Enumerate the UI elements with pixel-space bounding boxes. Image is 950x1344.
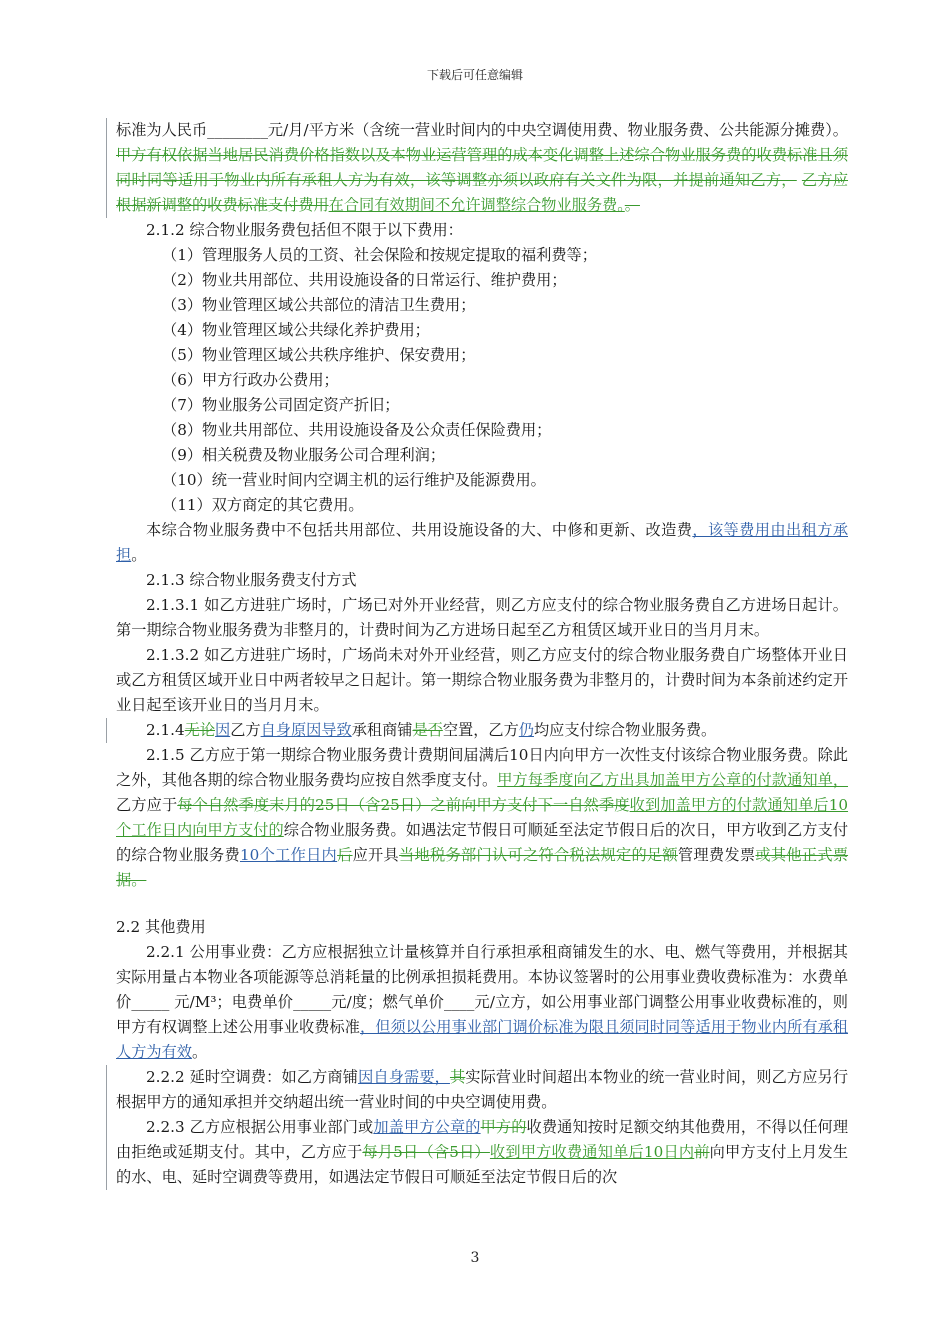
fee-item-list [116, 243, 848, 518]
list-item: （3）物业管理区域公共部位的清洁卫生费用； [162, 296, 476, 314]
section-2-1-2: 2.1.2 综合物业服务费包括但不限于以下费用： [146, 221, 463, 239]
deleted-text: 甲方的 [480, 1118, 527, 1136]
text-run: 应开具 [352, 846, 400, 864]
text-run: 乙方应于 [116, 796, 178, 814]
paragraph-exclusions [116, 518, 848, 568]
text-run: 。 [131, 546, 147, 564]
deleted-text: 甲方有权依据当地居民消费价格指数以及本物业运营管理的成本变化调整上述综合物业服务费的收费标准且须同时同等适用于物业内所有承租人方为有效，该等调整亦须以政府有关文件为限，并提前通知乙方， [116, 146, 848, 189]
inserted-text: 甲方每季度向乙方出具加盖甲方公章的付款通知单， [497, 771, 849, 789]
deleted-text: 其 [449, 1068, 466, 1086]
inserted-text: 因 [215, 721, 231, 739]
text-run: 乙方 [230, 721, 261, 739]
inserted-text: 自身原因导致 [260, 721, 352, 739]
deleted-text: 前 [694, 1143, 710, 1161]
section-2-1-3-1: 2.1.3.1 如乙方进驻广场时，广场已对外开业经营，则乙方应支付的综合物业服务费自乙方进场日起计。第一期综合物业服务费为非整月的，计费时间为乙方进场日起至乙方租赁区域开业日的当月月末。 [116, 596, 848, 639]
page-number: 3 [470, 1250, 480, 1266]
list-item: （1）管理服务人员的工资、社会保险和按规定提取的福利费等； [162, 246, 597, 264]
inserted-text: 收到加盖甲方的付款通知单后10个工作日内向甲方支付的 [116, 796, 849, 839]
deleted-text: 无论 [184, 721, 216, 739]
deleted-text: 或其他正式票据。 [116, 846, 849, 889]
section-2-1-5 [116, 743, 848, 893]
text-run: 本综合物业服务费中不包括共用部位、共用设施设备的大、中修和更新、改造费 [146, 521, 693, 539]
list-item: （2）物业共用部位、共用设施设备的日常运行、维护费用； [162, 271, 567, 289]
list-item: （5）物业管理区域公共秩序维护、保安费用； [162, 346, 476, 364]
list-item: （8）物业共用部位、共用设施设备及公众责任保险费用； [162, 421, 552, 439]
inserted-text: 收到甲方收费通知单后10日内 [489, 1143, 695, 1161]
text-run: 空置，乙方 [442, 721, 519, 739]
text-run: 管理费发票 [677, 846, 756, 864]
text-run: 。 [191, 1043, 208, 1061]
deleted-text: 乙方应根据新调整的收费标准支付费用 [116, 171, 849, 214]
section-2-2-3 [106, 1115, 848, 1190]
inserted-text: 因自身需要， [358, 1068, 450, 1086]
list-item: （9）相关税费及物业服务公司合理利润； [162, 446, 446, 464]
text-run: 承租商铺 [351, 721, 413, 739]
spacer [116, 893, 848, 915]
section-2-1-4 [106, 718, 848, 743]
text-run: 2.1.5 乙方应于第一期综合物业服务费计费期间届满后10日内向甲方一次性支付该综合物业服务费。除此之外，其他各期的综合物业服务费均应按自然季度支付。 [116, 746, 848, 789]
section-2-2-1 [116, 940, 848, 1065]
list-item: （6）甲方行政办公费用； [162, 371, 339, 389]
text-run: 2.2.2 延时空调费：如乙方商铺 [146, 1068, 359, 1086]
paragraph-fee-standard [106, 118, 848, 218]
text-run: 收费通知按时足额交纳其他费用，不得以任何理由拒绝或延期支付。其中，乙方应于 [116, 1118, 849, 1161]
deleted-text: 当地税务部门认可之符合税法规定的足额 [399, 846, 678, 864]
inserted-text: 10个工作日内 [239, 846, 338, 864]
text-run: 综合物业服务费。如遇法定节假日可顺延至法定节假日后的次日，甲方收到乙方支付的综合物业服务费 [116, 821, 849, 864]
deleted-text: 每月5日（含5日） [362, 1143, 490, 1161]
section-2-2-2 [106, 1065, 848, 1115]
inserted-text: ，但须以公用事业部门调价标准为限且须同时同等适用于物业内所有承租人方为有效 [116, 1018, 849, 1061]
text-run: 实际营业时间超出本物业的统一营业时间，则乙方应另行根据甲方的通知承担并交纳超出统一营业时间的中央空调使用费。 [116, 1068, 849, 1111]
deleted-text: 后 [337, 846, 353, 864]
text-run: 向甲方支付上月发生的水、电、延时空调费等费用，如遇法定节假日可顺延至法定节假日后的次 [116, 1143, 849, 1186]
text-run: 均应支付综合物业服务费。 [533, 721, 717, 739]
list-item: （10）统一营业时间内空调主机的运行维护及能源费用。 [162, 471, 546, 489]
inserted-text: 仍 [518, 721, 534, 739]
list-item: （11）双方商定的其它费用。 [162, 496, 364, 514]
inserted-text: ，该等费用由出租方承担 [116, 521, 848, 564]
text-run: 标准为人民币________元/月/平方米（含统一营业时间内的中央空调使用费、物业服务费、公共能源分摊费）。 [116, 121, 848, 139]
deleted-text: 。 [624, 196, 640, 214]
inserted-text: 加盖甲方公章的 [373, 1118, 481, 1136]
page-header: 下载后可任意编辑 [426, 68, 523, 82]
section-2-1-3-2: 2.1.3.2 如乙方进驻广场时，广场尚未对外开业经营，则乙方应支付的综合物业服务费自广场整体开业日或乙方租赁区域开业日中两者较早之日起计。第一期综合物业服务费为非整月的，计费时间为本条前述约定开业日起至该开业日的当月月末。 [116, 646, 848, 714]
deleted-text: 是否 [412, 721, 443, 739]
list-item: （4）物业管理区域公共绿化养护费用； [162, 321, 430, 339]
inserted-text: 在合同有效期间不允许调整综合物业服务费。 [328, 196, 625, 214]
list-item: （7）物业服务公司固定资产折旧； [162, 396, 400, 414]
text-run: 2.2.1 公用事业费：乙方应根据独立计量核算并自行承担承租商铺发生的水、电、燃气等费用，并根据其实际用量占本物业各项能源等总消耗量的比例承担损耗费用。本协议签署时的公用事业费收费标准为：水费单价_____ 元/M³；电费单价_____元/度；燃气单价____元/立方，如公用事业部门调整公用事业收费标准的，则甲方有权调整上述公用事业收费标准 [116, 943, 848, 1036]
deleted-text: 每个自然季度末月的25日（含25日）之前向甲方支付下一自然季度 [177, 796, 630, 814]
section-2-2-heading: 2.2 其他费用 [116, 918, 206, 936]
text-run: 2.1.4 [146, 721, 185, 739]
text-run: 2.2.3 乙方应根据公用事业部门或 [146, 1118, 374, 1136]
document-body [116, 118, 848, 1190]
section-2-1-3: 2.1.3 综合物业服务费支付方式 [146, 571, 357, 589]
